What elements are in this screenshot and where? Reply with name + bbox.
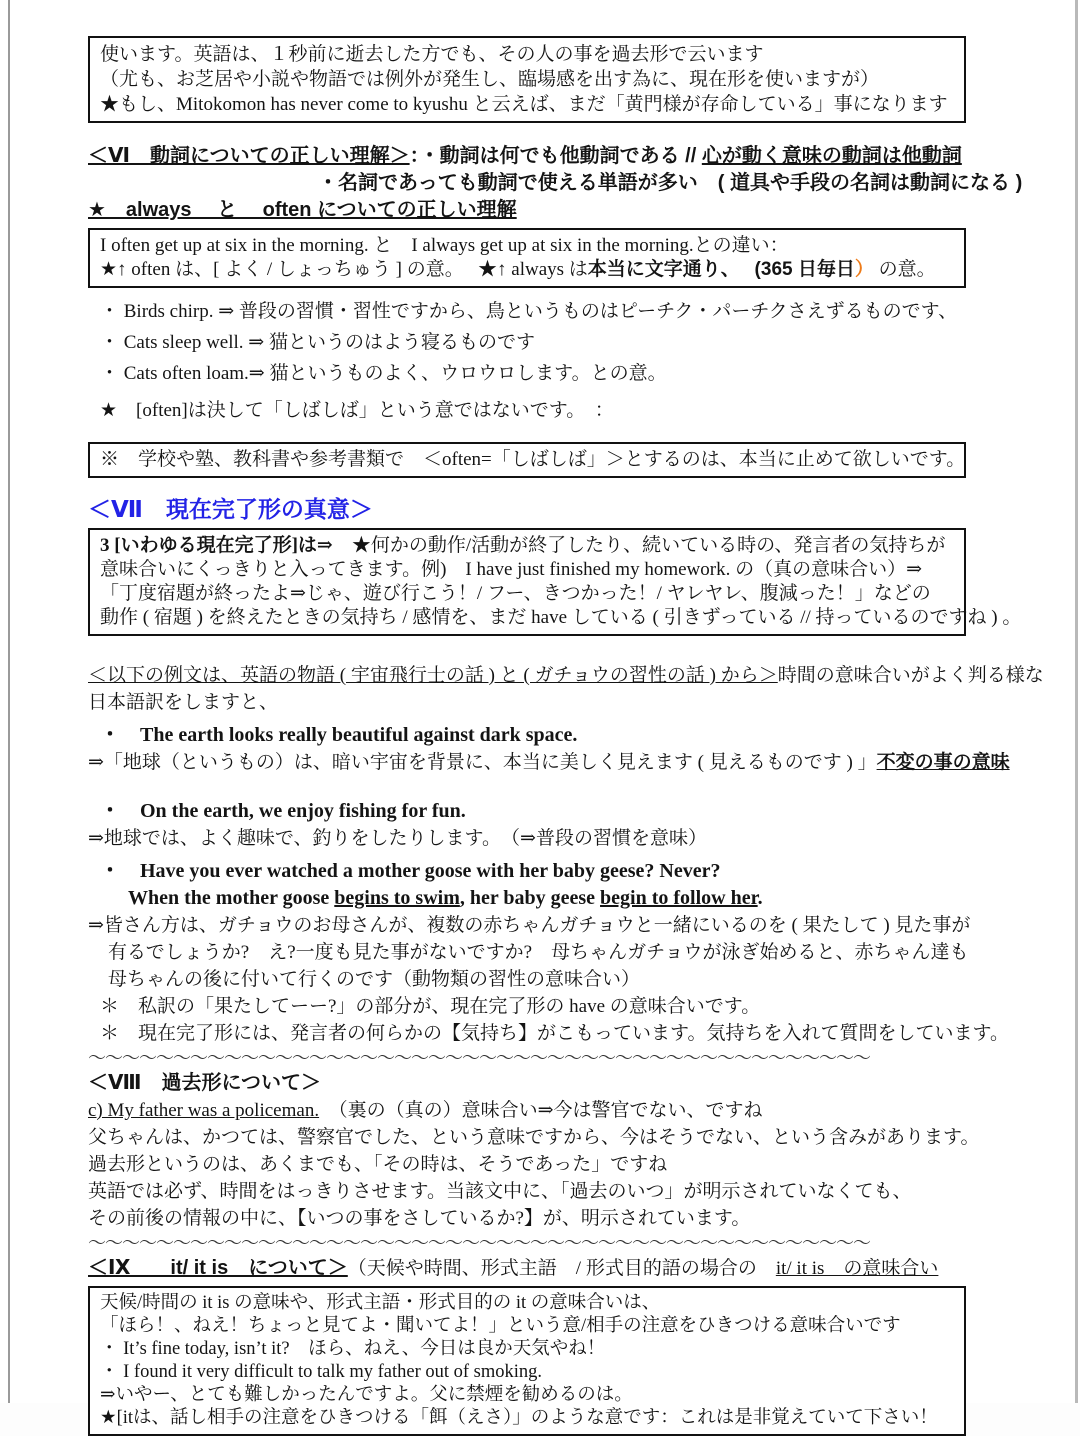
always-often-heading bbox=[88, 197, 966, 224]
intro-underlined: ＜以下の例文は、英語の物語 ( 宇宙飛行士の話 ) と ( ガチョウの習性の話 ) から＞ bbox=[88, 665, 778, 686]
text-line: ★もし、Mitokomon has never come to kyushu と云えば、まだ「黄門様が存命している」事になります bbox=[100, 94, 948, 115]
example-earth bbox=[88, 722, 1010, 776]
text-line: ・ I found it very difficult to talk my father out of smoking. bbox=[100, 1362, 543, 1382]
section-viii bbox=[88, 1070, 980, 1232]
text-line bbox=[88, 1097, 966, 1124]
translation-text: ⇒「地球（というもの）は、暗い宇宙を背景に、本当に美しく見えます ( 見えるものです ) 」 bbox=[88, 752, 877, 773]
sentence-part: . bbox=[757, 887, 763, 909]
document-content bbox=[88, 36, 1044, 1436]
policeman-meaning: （裏の（真の）意味合い⇒今は警官でない、ですね bbox=[319, 1100, 763, 1121]
english-sentence: ・ Have you ever watched a mother goose with her baby geese? Never? bbox=[100, 860, 721, 882]
section-ix-subtitle: （天候や時間、形式主語 / 形式目的語の場合の bbox=[347, 1258, 776, 1279]
present-perfect-box bbox=[88, 528, 1022, 636]
sentence-part: , her baby geese bbox=[459, 887, 601, 909]
text-line: （尤も、お芝居や小説や物語では例外が発生し、臨場感を出す為に、現在形を使いますが） bbox=[100, 69, 880, 90]
section-ix-title: ＜Ⅸ it/ it is について＞ bbox=[88, 1257, 348, 1279]
note-line: ＊ 現在完了形には、発言者の何らかの【気持ち】がこもっています。気持ちを入れて質問をしています。 bbox=[100, 1023, 1009, 1044]
present-perfect-rest: ★何かの動作/活動が終了したり、続いている時の、発言者の気持ちが bbox=[332, 535, 946, 556]
text-line: 過去形というのは、あくまでも、「その時は、そうであった」ですね bbox=[88, 1154, 668, 1175]
english-sentence: ・ On the earth, we enjoy fishing for fun. bbox=[100, 800, 466, 822]
past-tense-note-box bbox=[88, 36, 966, 123]
text-line: ・ It’s fine today, isn’t it? ほら、ねえ、今日は良か天気やね！ bbox=[100, 1339, 606, 1359]
translation-emphasis: 不変の事の意味 bbox=[876, 752, 1010, 773]
example-fishing bbox=[88, 798, 966, 852]
wavy-divider: ～～～～～～～～～～～～～～～～～～～～～～～～～～～～～～～～～～～～～～～～～～～～～～ bbox=[88, 1048, 870, 1068]
scan-right-edge bbox=[1075, 0, 1078, 1403]
list-item: ・ Birds chirp. ⇒ 普段の習慣・習性ですから、鳥というものはピーチク・パーチクさえずるものです、 bbox=[100, 301, 958, 322]
section-viii-title: ＜Ⅷ 過去形について＞ bbox=[88, 1072, 322, 1094]
section-ix-heading bbox=[88, 1255, 966, 1282]
examples-intro bbox=[88, 662, 1044, 716]
text-line: I often get up at six in the morning. と I always get up at six in the morning.との違い： bbox=[100, 235, 789, 256]
section-vii-heading bbox=[88, 496, 966, 524]
sentence-part: When the mother goose bbox=[128, 887, 335, 909]
intro-rest: 時間の意味合いがよく判る様な bbox=[777, 665, 1044, 686]
section-vi-subtitle-a: ：・動詞は何でも他動詞である // bbox=[409, 145, 702, 167]
often-warning-box bbox=[88, 442, 966, 478]
always-often-title: ★ always と often についての正しい理解 bbox=[88, 199, 517, 221]
always-meaning-tail: の意。 bbox=[873, 259, 936, 280]
wavy-divider: ～～～～～～～～～～～～～～～～～～～～～～～～～～～～～～～～～～～～～～～～～～～～～～ bbox=[88, 1233, 870, 1253]
section-vi-subtitle-b: 心が動く意味の動詞は他動詞 bbox=[701, 145, 962, 167]
text-line: 日本語訳をしますと、 bbox=[88, 692, 279, 713]
section-vi-line2: ・名詞であっても動詞で使える単語が多い ( 道具や手段の名詞は動詞になる ) bbox=[318, 172, 1023, 194]
japanese-translation: ⇒皆さん方は、ガチョウのお母さんが、複数の赤ちゃんガチョウと一緒にいるのを ( 果たして ) 見た事が bbox=[88, 915, 971, 936]
section-vi-heading bbox=[88, 143, 966, 170]
text-line: 英語では必ず、時間をはっきりさせます。当該文中に、「過去のいつ」が明示されていなくても、 bbox=[88, 1181, 912, 1202]
text-line: ⇒いやー、とても難しかったんですよ。父に禁煙を勧めるのは。 bbox=[100, 1385, 633, 1405]
section-ix-subtitle-underlined: it/ it is の意味合い bbox=[775, 1258, 939, 1279]
english-sentence: ・ The earth looks really beautiful against dark space. bbox=[100, 724, 578, 746]
note-line: ＊ 私訳の「果たしてーー?」の部分が、現在完了形の have の意味合いです。 bbox=[100, 996, 761, 1017]
text-line: ★[itは、話し相手の注意をひきつける「餌（えさ）」のような意です：これは是非覚えていて下さい！ bbox=[100, 1408, 938, 1428]
habit-examples-list bbox=[88, 296, 966, 426]
section-viii-heading bbox=[88, 1070, 966, 1097]
section-vii-title: ＜Ⅶ 現在完了形の真意＞ bbox=[88, 496, 373, 522]
section-vi bbox=[88, 143, 1023, 224]
often-meaning: ★↑ often は、[ よく / しょっちゅう ] の意。 ★↑ always は bbox=[100, 259, 588, 280]
scan-left-edge bbox=[8, 0, 10, 1403]
text-line: 「ほら！、ねえ！ちょっと見てよ・聞いてよ！」という意/相手の注意をひきつける意味合いです bbox=[100, 1316, 901, 1336]
list-item: ・ Cats often loam.⇒ 猫というものよく、ウロウロします。との意。 bbox=[100, 363, 667, 384]
text-line: 意味合いにくっきりと入ってきます。例) I have just finished my homework. の（真の意味合い）⇒ bbox=[100, 559, 922, 580]
section-vi-title: ＜Ⅵ 動詞についての正しい理解＞ bbox=[88, 145, 410, 167]
japanese-translation: 有るでしょうか? え?一度も見た事がないですか? 母ちゃんガチョウが泳ぎ始めると、赤ちゃん達も bbox=[108, 942, 969, 963]
list-item: ★ [often]は決して「しばしば」という意ではないです。 ： bbox=[100, 400, 614, 421]
japanese-translation bbox=[88, 749, 1010, 776]
it-is-box bbox=[88, 1286, 966, 1436]
text-line: 使います。英語は、１秒前に逝去した方でも、その人の事を過去形で云います bbox=[100, 44, 764, 65]
text-line bbox=[100, 258, 954, 282]
text-line: 「丁度宿題が終ったよ⇒じゃ、遊び行こう！/ フー、きつかった！/ ヤレヤレ、腹減った！」などの bbox=[100, 583, 931, 604]
example-goose bbox=[88, 858, 1009, 1047]
list-item: ・ Cats sleep well. ⇒ 猫というのはよう寝るものです bbox=[100, 332, 535, 353]
policeman-sentence: c) My father was a policeman. bbox=[88, 1100, 320, 1121]
orange-paren: ） bbox=[854, 259, 874, 280]
present-perfect-lead: 3 [いわゆる現在完了形]は⇒ bbox=[100, 535, 333, 556]
text-line: ※ 学校や塾、教科書や参考書類で ＜often=「しばしば」＞とするのは、本当に止めて欲しいです。 bbox=[100, 449, 966, 470]
text-line: 天候/時間の it is の意味や、形式主語・形式目的の it の意味合いは、 bbox=[100, 1293, 661, 1313]
text-line: 動作 ( 宿題 ) を終えたときの気持ち / 感情を、まだ have している ( 引きずっている // 持っているのですね ) 。 bbox=[100, 607, 1022, 628]
underlined-phrase: begin to follow her bbox=[600, 887, 758, 909]
text-line bbox=[88, 662, 1044, 689]
underlined-phrase: begins to swim bbox=[334, 887, 460, 909]
text-line bbox=[100, 534, 954, 558]
text-line: その前後の情報の中に、【いつの事をさしているか?】が、明示されています。 bbox=[88, 1208, 751, 1229]
japanese-translation: 母ちゃんの後に付いて行くのです（動物類の習性の意味合い） bbox=[108, 969, 641, 990]
always-meaning-bold: 本当に文字通り、 (365 日毎日 bbox=[587, 259, 855, 280]
text-line: 父ちゃんは、かつては、警察官でした、という意味ですから、今はそうでない、という含みがあります。 bbox=[88, 1127, 980, 1148]
japanese-translation: ⇒地球では、よく趣味で、釣りをしたりします。 （⇒普段の習慣を意味） bbox=[88, 828, 707, 849]
often-always-box bbox=[88, 228, 966, 288]
english-sentence bbox=[88, 885, 966, 912]
